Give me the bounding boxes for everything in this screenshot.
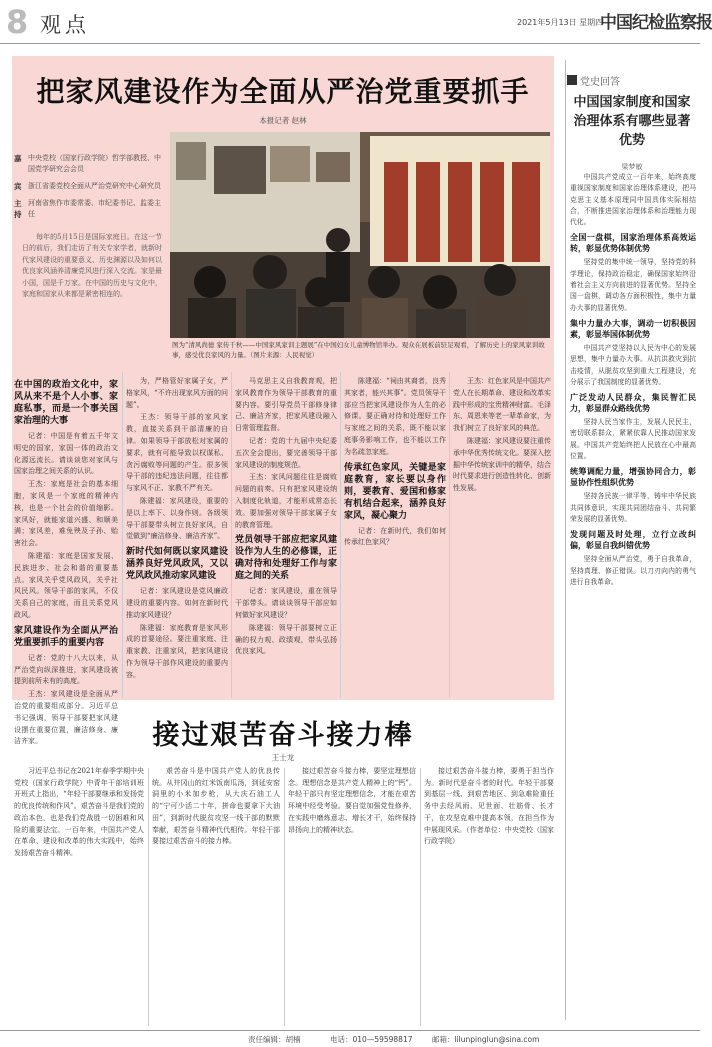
paragraph: 陈建福：家庭教育是家风形成的首要途径。要注重家庭、注重家教、注重家风，把家风建设作为领导干部作风建设的重要内容。 xyxy=(126,623,228,679)
guest-list xyxy=(14,153,162,226)
lead-column-3 xyxy=(235,376,337,696)
sidebar-title[interactable]: 中国国家制度和国家治理体系有哪些显著优势 xyxy=(573,95,691,148)
lead-byline: 本报记者 赵林 xyxy=(259,116,307,125)
paragraph: 记者：在新时代，我们如何传承红色家风？ xyxy=(344,526,446,547)
paragraph: 记者：中国是有着五千年文明史的国家，家国一体的政治文化源远流长。请谈谈您对家风与国家治理之间关系的认识。 xyxy=(14,432,118,476)
paragraph: 坚持党的集中统一领导，坚持党的科学理论，保持政治稳定，确保国家始终沿着社会主义方向前进的显著优势。坚持全国一盘棋，调动各方面积极性，集中力量办大事的显著优势。 xyxy=(570,258,696,312)
guest-desc: 中央党校（国家行政学院）哲学部教授、中国党学研究会会员 xyxy=(28,154,161,173)
section-heading: 在中国的政治文化中，家风从来不是个人小事、家庭私事，而是一个事关国家治理的大事 xyxy=(14,380,118,426)
lead-article-title[interactable]: 把家风建设作为全面从严治党重要抓手 xyxy=(36,75,530,108)
paragraph: 接过艰苦奋斗接力棒，要勇于担当作为。新时代是奋斗者的时代。年轻干部要到基层一线、到艰苦地区、到急难险重任务中去经风雨、见世面、壮筋骨、长才干，在攻坚克难中提高本领，在担当作为中展现风采。（作者单位：中央党校（国家行政学院） xyxy=(424,767,554,846)
paragraph: 陈建福：领导干部要树立正确的权力观、政绩观，带头弘扬优良家风。 xyxy=(235,623,337,656)
paragraph: 马克思主义自我教育观，把家风教育作为领导干部教育的重要内容。要引导党员干部修身律己、廉洁齐家，把家风建设融入日常管理监督。 xyxy=(235,377,337,433)
section-heading: 传承红色家风，关键是家庭教育，家长要以身作则，要教育、爱国和修家有机结合起来，涵养良好家风，凝心聚力 xyxy=(344,462,446,521)
guest-item xyxy=(14,181,162,192)
paragraph: 王杰：领导干部的家风家教，直接关系到干部清廉的自律。如果领导干部放松对家属的要求，就有可能导致以权谋私、贪污腐败等问题的产生。很多领导干部的违纪违法问题，往往都与家风不正、家教不严有关。 xyxy=(126,413,228,493)
paragraph: 王杰：家风建设是全面从严治党的重要组成部分。习近平总书记强调，领导干部要把家风建设摆在重要位置，廉洁修身、廉洁齐家。 xyxy=(14,690,118,746)
lead-column-1 xyxy=(14,376,118,746)
guest-role: 主持 xyxy=(14,199,22,219)
section-heading: 新时代如何既以家风建设涵养良好党风政风，又以党风政风推动家风建设 xyxy=(126,547,228,582)
column-divider xyxy=(449,372,450,698)
guest-role: 嘉 xyxy=(14,154,22,163)
section-heading: 党员领导干部应把家风建设作为人生的必修课，正确对待和处理好工作与家庭之间的关系 xyxy=(235,535,337,582)
paragraph: 王杰：家庭是社会的基本细胞，家风是一个家庭的精神内核，也是一个社会的价值缩影。家风好，就能家道兴盛、和顺美满；家风差，难免殃及子孙、贻害社会。 xyxy=(14,480,118,548)
paragraph: 为，严格管好家属子女，严格家风，“不许出现家风方面的问题”。 xyxy=(126,377,228,409)
page-header xyxy=(0,0,712,44)
sidebar-author: 梁梦敏 xyxy=(621,163,643,171)
lead-photo[interactable] xyxy=(170,132,550,338)
page-footer xyxy=(0,1030,700,1047)
lead-intro: 每年的5月15日是国际家庭日。在这一节日的前后，我们走访了有关专家学者，就新时代家风建设的重要意义、历史渊源以及如何以优良家风涵养清廉党风进行深入交流。家是最小国，国是千万家。在中国的历史与文化中，家庭和国家从来都是紧密相连的。 xyxy=(22,233,162,299)
masthead-logo: 中国纪检监察报 xyxy=(600,13,712,33)
page-number: 8 xyxy=(6,3,29,41)
paragraph: 中国共产党坚持以人民为中心的发展思想，集中力量办大事。从抗洪救灾到抗击疫情，从脱贫攻坚到重大工程建设，充分展示了我国制度的显著优势。 xyxy=(570,343,696,386)
paragraph: 记者：党的十八大以来，从严治党向纵深推进，家风建设被提到前所未有的高度。 xyxy=(14,653,118,686)
section-name: 观点 xyxy=(40,13,90,37)
lead-column-2 xyxy=(126,376,228,696)
paragraph: 记者：家风建设是党风廉政建设的重要内容。如何在新时代推动家风建设？ xyxy=(126,587,228,619)
paragraph: 接过艰苦奋斗接力棒，要坚定理想信念。理想信念是共产党人精神上的“钙”。年轻干部只有坚定理想信念，才能在艰苦环境中经受考验。要自觉加强党性修养，在实践中磨炼意志、增长才干，始终保持昂扬向上的精神状态。 xyxy=(288,767,416,834)
guest-role: 宾 xyxy=(14,182,22,191)
sidebar-heading: 全国一盘棋，国家治理体系高效运转，彰显优势体制优势 xyxy=(570,233,696,254)
guest-item xyxy=(14,198,162,220)
photo-caption: 图为“清风尚德 家传千秋——中国家风家训主题展”在中国妇女儿童博物馆举办。观众在展板前驻足观看，了解历史上的家风家训故事，感受优良家风的力量。（图片来源：人民视觉） xyxy=(172,341,545,359)
sidebar-heading: 统筹调配力量，增强协同合力，彰显协作性组织优势 xyxy=(570,467,696,488)
column-divider xyxy=(122,372,123,698)
section-heading: 家风建设作为全面从严治党重要抓手的重要内容 xyxy=(14,625,118,648)
article2-column-2 xyxy=(152,766,280,1028)
paragraph: 坚持各民族一律平等，铸牢中华民族共同体意识，实现共同团结奋斗、共同繁荣发展的显著优势。 xyxy=(570,492,696,523)
paragraph: 陈建福：家庭是国家发展、民族进步、社会和谐的重要基点。家风关乎党风政风，关乎社风民风。领导干部的家风，不仅关系自己的家庭，而且关系党风政风。 xyxy=(14,551,118,619)
article2-author: 王士龙 xyxy=(271,753,295,762)
sidebar-heading: 发现问题及时处理，立行立改纠偏，彰显自我纠错优势 xyxy=(570,530,696,551)
sidebar-heading: 广泛发动人民群众，集民智汇民力，彰显群众路线优势 xyxy=(570,393,696,414)
article2-column-4 xyxy=(424,766,554,1028)
column-divider xyxy=(284,768,285,1026)
paragraph: 记者：党的十九届中央纪委五次全会提出，要完善领导干部家风建设的制度规范。 xyxy=(235,436,337,469)
footer-phone: 电话：010—59598817 xyxy=(330,1035,413,1044)
paragraph: 艰苦奋斗是中国共产党人的优良传统。从井冈山的红米饭南瓜汤，到延安窑洞里的小米加步枪，从大庆石油工人的“宁可少活二十年，拼命也要拿下大油田”，到新时代脱贫攻坚一线干部的默默奉献，艰苦奋斗精神代代相传。年轻干部要接过艰苦奋斗的接力棒。 xyxy=(152,767,280,846)
article2-title[interactable]: 接过艰苦奋斗接力棒 xyxy=(152,720,414,751)
guest-desc: 浙江省委党校全面从严治党研究中心研究员 xyxy=(28,182,161,190)
issue-date: 2021年5月13日 星期四 xyxy=(517,18,604,27)
article2-column-1 xyxy=(14,766,144,1028)
lead-column-4 xyxy=(344,376,446,696)
paragraph: 陈建福：“祠由其裔者，良秀其家者，能兴其事”。党员领导干部应当把家风建设作为人生的必修课。要正确对待和处理好工作与家庭之间的关系，既不能以家庭事务影响工作，也不能以工作为名疏忽家庭。 xyxy=(344,377,446,456)
paragraph: 陈建福：家风建设要注重传承中华优秀传统文化。要深入挖掘中华传统家训中的精华，结合时代要求进行创造性转化、创新性发展。 xyxy=(453,436,551,493)
column-divider xyxy=(420,768,421,1026)
paragraph: 陈建福：家风建设，重要的是以上率下、以身作则。各级领导干部要带头树立良好家风，自觉做到“廉洁修身、廉洁齐家”。 xyxy=(126,496,228,541)
column-divider xyxy=(340,372,341,698)
guest-item xyxy=(14,153,162,175)
footer-editor: 责任编辑：胡楠 xyxy=(248,1035,301,1044)
sidebar-body xyxy=(570,172,696,1022)
paragraph: 记者：家风建设，重在领导干部带头。请谈谈领导干部应如何做好家风建设？ xyxy=(235,587,337,619)
paragraph: 习近平总书记在2021年春季学期中央党校（国家行政学院）中青年干部培训班开班式上指出，“年轻干部要继承和发扬党的优良传统和作风”。艰苦奋斗是我们党的政治本色，也是我们党战胜一切困难和风险的重要法宝。一百年来，中国共产党人在革命、建设和改革的伟大实践中，始终发扬艰苦奋斗精神。 xyxy=(14,767,144,857)
paragraph: 王杰：家风问题往往是腐败问题的前奏。只有把家风建设纳入制度化轨道，才能形成常态长效。要加强对领导干部家属子女的教育管理。 xyxy=(235,473,337,529)
footer-email[interactable]: 邮箱：lilunpinglun@sina.com xyxy=(432,1035,540,1044)
column-divider xyxy=(231,372,232,698)
sidebar-tag: 党史回答 xyxy=(580,77,620,88)
guest-desc: 河南省焦作市委常委、市纪委书记、监委主任 xyxy=(28,199,161,218)
paragraph: 中国共产党成立一百年来，始终高度重视国家制度和国家治理体系建设，把马克思主义基本原理同中国具体实际相结合，不断推进国家治理体系和治理能力现代化。 xyxy=(570,173,696,227)
paragraph: 坚持全面从严治党，勇于自我革命，坚持真理、修正错误。以刀刃向内的勇气进行自我革命。 xyxy=(570,555,696,586)
sidebar-heading: 集中力量办大事，调动一切积极因素，彰显举国体制优势 xyxy=(570,318,696,339)
lead-column-5 xyxy=(453,376,551,696)
paragraph: 坚持人民当家作主，发展人民民主，密切联系群众，紧紧依靠人民推动国家发展。中国共产党始终把人民放在心中最高位置。 xyxy=(570,418,696,461)
article2-column-3 xyxy=(288,766,416,1028)
column-divider xyxy=(148,768,149,1026)
bookmark-icon xyxy=(567,75,577,85)
paragraph: 王杰：红色家风是中国共产党人在长期革命、建设和改革实践中形成的宝贵精神财富。毛泽东、周恩来等老一辈革命家，为我们树立了良好家风的典范。 xyxy=(453,377,551,433)
